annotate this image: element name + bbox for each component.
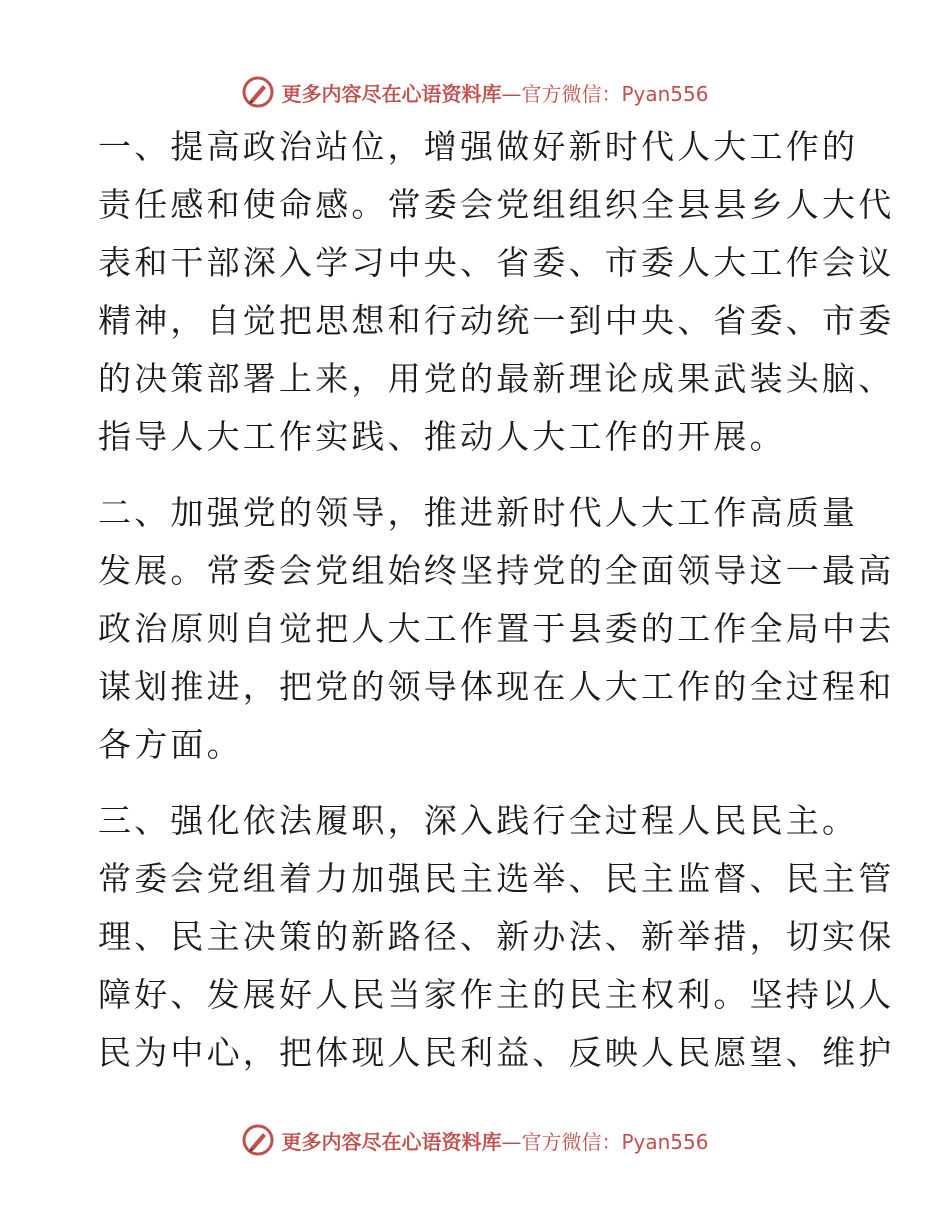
watermark-dash: —	[501, 1129, 522, 1154]
watermark-header	[0, 72, 950, 112]
watermark-main: 更多内容尽在心语资料库	[281, 1129, 502, 1154]
text-line: 政治原则自觉把人大工作置于县委的工作全局中去	[98, 609, 895, 648]
watermark-main: 更多内容尽在心语资料库	[281, 81, 502, 106]
text-line: 责任感和使命感。常委会党组组织全县县乡人大代	[98, 185, 895, 224]
text-line: 民为中心，把体现人民利益、反映人民愿望、维护	[98, 1033, 895, 1072]
text-line: 一、提高政治站位，增强做好新时代人大工作的	[98, 127, 859, 166]
watermark-contact: 官方微信：Pyan556	[521, 1129, 709, 1154]
text-line: 各方面。	[98, 725, 243, 764]
watermark-contact: 官方微信：Pyan556	[521, 81, 709, 106]
text-line: 指导人大工作实践、推动人大工作的开展。	[98, 417, 786, 456]
text-line: 障好、发展好人民当家作主的民主权利。坚持以人	[98, 975, 895, 1014]
pen-logo-icon	[241, 75, 275, 109]
text-line: 表和干部深入学习中央、省委、市委人大工作会议	[98, 243, 895, 282]
paragraph-2	[98, 484, 895, 774]
paragraph-1	[98, 118, 895, 466]
pen-logo-icon	[241, 1123, 275, 1157]
watermark-footer	[0, 1120, 950, 1160]
text-line: 常委会党组着力加强民主选举、民主监督、民主管	[98, 859, 895, 898]
text-line: 二、加强党的领导，推进新时代人大工作高质量	[98, 493, 859, 532]
text-line: 谋划推进，把党的领导体现在人大工作的全过程和	[98, 667, 895, 706]
text-line: 的决策部署上来，用党的最新理论成果武装头脑、	[98, 359, 895, 398]
text-line: 三、强化依法履职，深入践行全过程人民民主。	[98, 801, 859, 840]
watermark-text	[281, 78, 708, 107]
text-line: 发展。常委会党组始终坚持党的全面领导这一最高	[98, 551, 895, 590]
paragraph-3	[98, 792, 895, 1082]
watermark-dash: —	[501, 81, 522, 106]
text-line: 理、民主决策的新路径、新办法、新举措，切实保	[98, 917, 895, 956]
watermark-text	[281, 1126, 708, 1155]
document-body	[98, 118, 895, 1100]
text-line: 精神，自觉把思想和行动统一到中央、省委、市委	[98, 301, 895, 340]
